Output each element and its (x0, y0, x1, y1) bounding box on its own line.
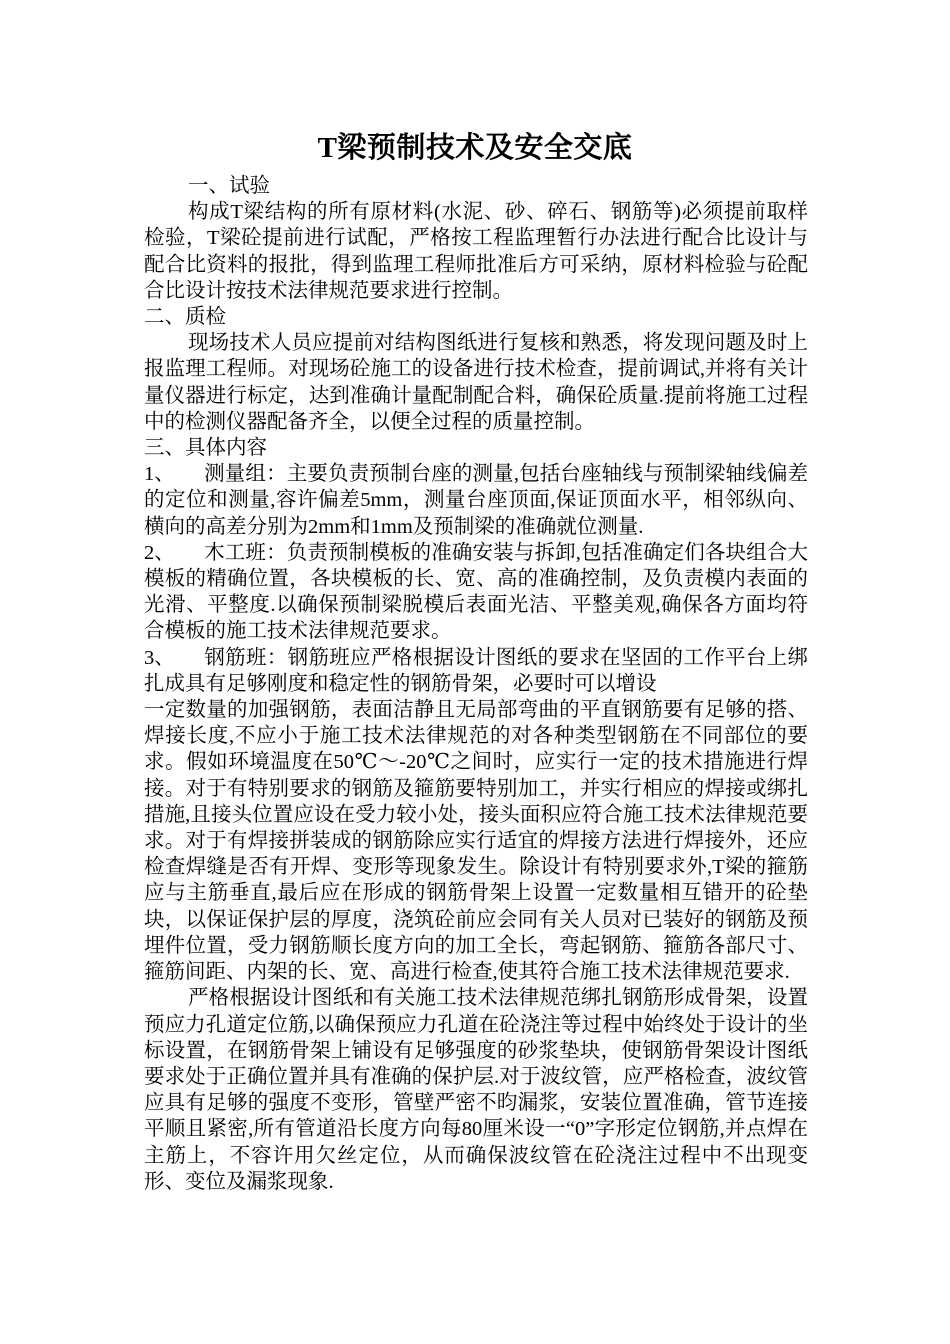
list-item-carpentry (144, 540, 808, 645)
list-item-number: 2、 (144, 541, 175, 564)
paragraph-quality: 现场技术人员应提前对结构图纸进行复核和熟悉，将发现问题及时上报监理工程师。对现场砼施工的设备进行技术检查，提前调试,并将有关计量仪器进行标定，达到准确计量配制配合料，确保砼质量.提前将施工过程中的检测仪器配备齐全，以便全过程的质量控制。 (144, 332, 808, 433)
document-body (144, 173, 808, 1195)
list-item-rebar (144, 645, 808, 697)
paragraph-testing: 构成T梁结构的所有原材料(水泥、砂、碎石、钢筋等)必须提前取样检验，T梁砼提前进行试配，严格按工程监理暂行办法进行配合比设计与配合比资料的报批，得到监理工程师批准后方可采纳，原材料检验与砼配合比设计按技术法律规范要求进行控制。 (144, 201, 808, 302)
list-item-text: 测量组：主要负责预制台座的测量,包括台座轴线与预制梁轴线偏差的定位和测量,容许偏差5mm，测量台座顶面,保证顶面水平，相邻纵向、横向的高差分别为2mm和1mm及预制梁的准确就位测量. (144, 463, 808, 538)
section-heading-quality: 二、质检 (144, 306, 226, 329)
list-item-text: 木工班：负责预制模板的准确安装与拆卸,包括准确定们各块组合大模板的精确位置，各块模板的长、宽、高的准确控制，及负责模内表面的光滑、平整度.以确保预制梁脱模后表面光洁、平整美观,确保各方面均符合模板的施工技术法律规范要求。 (144, 541, 808, 643)
section-heading-testing: 一、试验 (188, 175, 270, 197)
document-title: T梁预制技术及安全交底 (317, 132, 633, 164)
paragraph-rebar-cage: 严格根据设计图纸和有关施工技术法律规范绑扎钢筋形成骨架，设置预应力孔道定位筋,以确保预应力孔道在砼浇注等过程中始终处于设计的坐标设置，在钢筋骨架上铺设有足够强度的砂浆垫块，使钢筋骨架设计图纸要求处于正确位置并具有准确的保护层.对于波纹管，应严格检查，波纹管应具有足够的强度不变形，管壁严密不昀漏浆，安装位置准确，管节连接平顺且紧密,所有管道沿长度方向每80厘米设一“0”字形定位钢筋,并点焊在主筋上，不容许用欠丝定位，从而确保波纹管在砼浇注过程中不出现变形、变位及漏浆现象. (144, 987, 808, 1193)
list-item-number: 3、 (144, 646, 175, 669)
list-item-text: 钢筋班：钢筋班应严格根据设计图纸的要求在坚固的工作平台上绑扎成具有足够刚度和稳定性的钢筋骨架，必要时可以增设 (144, 646, 808, 695)
section-heading-content: 三、具体内容 (144, 437, 267, 460)
list-item-survey (144, 461, 808, 540)
paragraph-rebar-continued: 一定数量的加强钢筋，表面洁静且无局部弯曲的平直钢筋要有足够的搭、焊接长度,不应小于施工技术法律规范的对各种类型钢筋在不同部位的要求。假如环境温度在50℃～-20℃之间时，应实行一定的技术措施进行焊接。对于有特别要求的钢筋及箍筋要特别加工，并实行相应的焊接或绑扎措施,且接头位置应设在受力较小处，接头面积应符合施工技术法律规范要求。对于有焊接拼装成的钢筋除应实行适宜的焊接方法进行焊接外，还应检查焊缝是否有开焊、变形等现象发生。除设计有特别要求外,T梁的箍筋应与主筋垂直,最后应在形成的钢筋骨架上设置一定数量相互错开的砼垫块，以保证保护层的厚度，浇筑砼前应会同有关人员对已装好的钢筋及预埋件位置，受力钢筋顺长度方向的加工全长，弯起钢筋、箍筋各部尺寸、箍筋间距、内架的长、宽、高进行检查,使其符合施工技术法律规范要求. (144, 699, 808, 984)
list-item-number: 1、 (144, 463, 175, 486)
